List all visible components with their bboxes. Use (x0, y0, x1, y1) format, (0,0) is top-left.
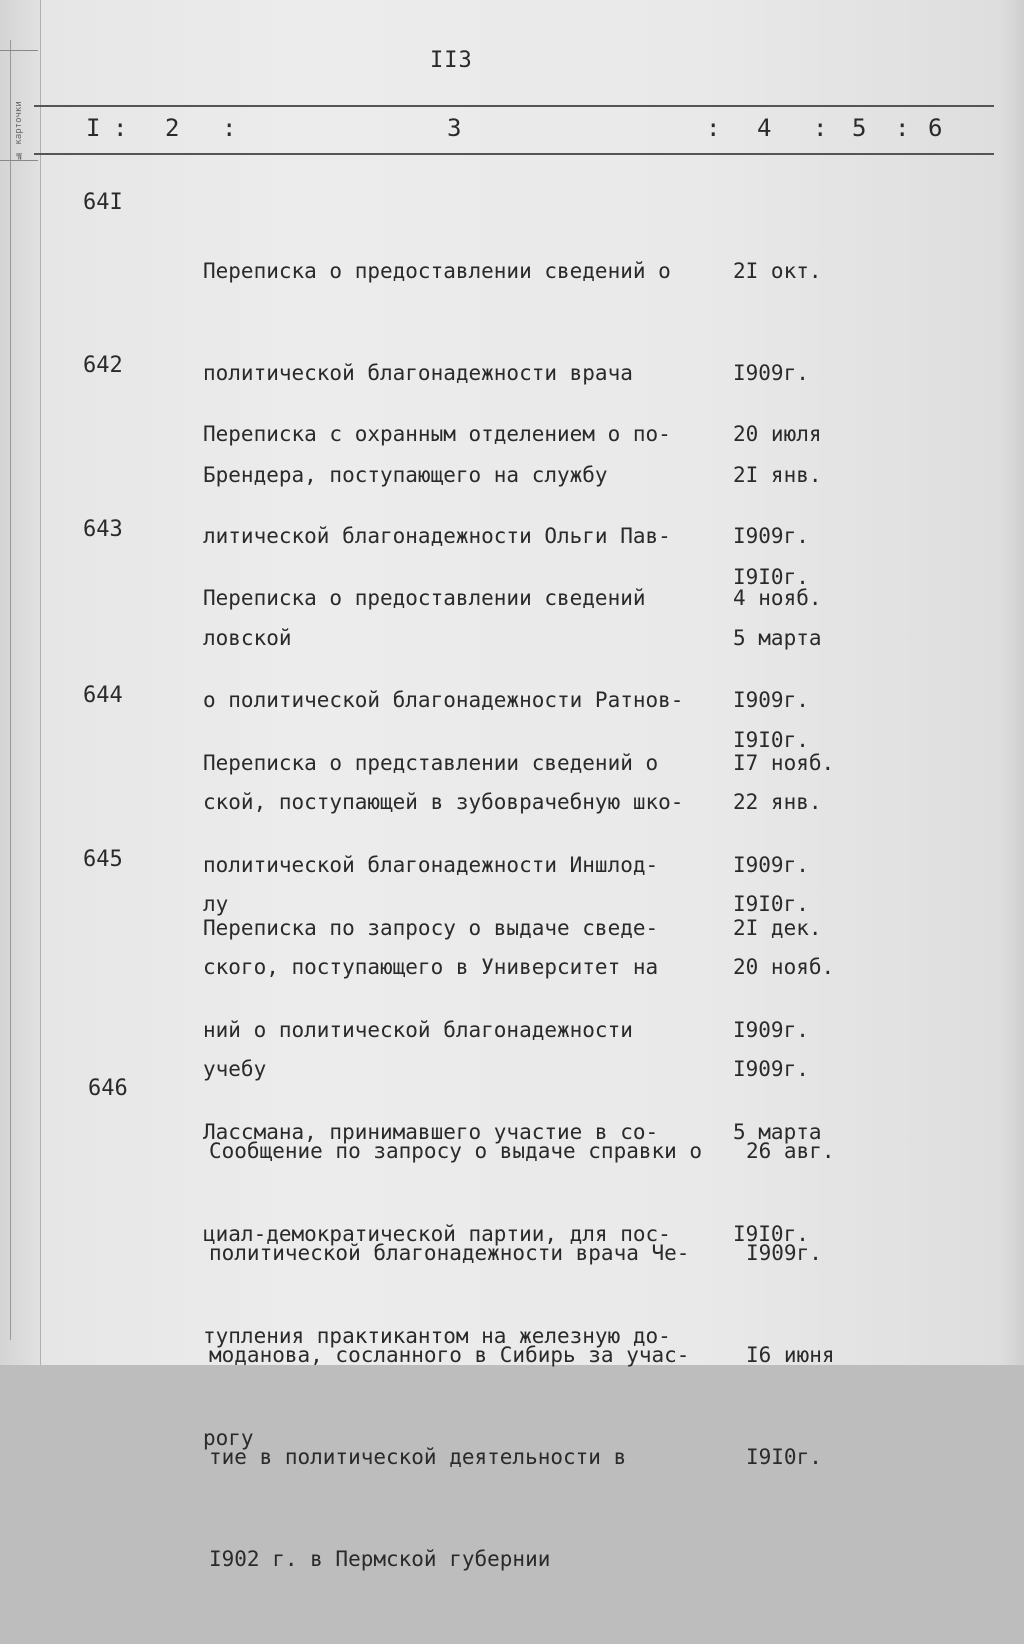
description-line: Лассмана, принимавшего участие в со- (203, 1120, 659, 1144)
date-line: I909г. (733, 1018, 809, 1042)
date-line: I909г. (746, 1241, 822, 1265)
date-line: 2I окт. (733, 259, 822, 283)
date-line: 2I дек. (733, 916, 822, 940)
date-line: I9I0г. (733, 892, 809, 916)
column-header-4: 4 (757, 114, 772, 142)
entry-number: 646 (88, 1076, 128, 1101)
date-line: 20 июля (733, 422, 822, 446)
column-header-2: 2 (165, 114, 180, 142)
description-line: тие в политической деятельности в (209, 1445, 627, 1469)
column-header-1: I (86, 114, 101, 142)
date-line: I909г. (733, 361, 809, 385)
date-line: I9I0г. (746, 1445, 822, 1469)
description-line: учебу (203, 1057, 267, 1081)
description-line: Переписка по запросу о выдаче сведе- (203, 916, 659, 940)
entry-number: 643 (83, 517, 123, 542)
header-rule-bottom (34, 153, 994, 155)
date-line: 20 нояб. (733, 955, 835, 979)
description-line: моданова, сосланного в Сибирь за учас- (209, 1343, 690, 1367)
entry-number: 644 (83, 683, 123, 708)
margin-rule (0, 160, 38, 161)
description-line: политической благонадежности врача Че- (209, 1241, 690, 1265)
description-line: Переписка о предоставлении сведений о (203, 259, 671, 283)
column-header-5: 5 (852, 114, 867, 142)
column-separator: : (706, 114, 721, 142)
margin-label: № карточки (14, 101, 24, 160)
entry-dates (746, 1066, 866, 1542)
description-line: литической благонадежности Ольги Пав- (203, 524, 671, 548)
entry-description (209, 1066, 739, 1644)
date-line: 4 нояб. (733, 586, 822, 610)
date-line: 26 авг. (746, 1139, 835, 1163)
description-line: о политической благонадежности Ратнов- (203, 688, 684, 712)
date-line: I909г. (733, 853, 809, 877)
description-line: ловской (203, 626, 292, 650)
description-line: лу (203, 892, 229, 916)
page-gutter (0, 0, 41, 1365)
description-line: циал-демократической партии, для пос- (203, 1222, 671, 1246)
description-line: политической благонадежности врача (203, 361, 633, 385)
description-line: Сообщение по запросу о выдаче справки о (209, 1139, 703, 1163)
date-line: 2I янв. (733, 463, 822, 487)
description-line: Переписка о предоставлении сведений (203, 586, 646, 610)
page-number: II3 (430, 48, 473, 73)
description-line: I902 г. в Пермской губернии (209, 1547, 551, 1571)
description-line: ний о политической благонадежности (203, 1018, 633, 1042)
entry-number: 642 (83, 353, 123, 378)
date-line: 22 янв. (733, 790, 822, 814)
description-line: Переписка с охранным отделением о по- (203, 422, 671, 446)
column-separator: : (813, 114, 828, 142)
margin-rule (0, 50, 38, 51)
date-line: I909г. (733, 524, 809, 548)
column-header-3: 3 (447, 114, 462, 142)
description-line: политической благонадежности Иншлод- (203, 853, 659, 877)
entry-number: 645 (83, 847, 123, 872)
description-line: Переписка о представлении сведений о (203, 751, 659, 775)
column-separator: : (222, 114, 237, 142)
date-line: I6 июня (746, 1343, 835, 1367)
header-rule-top (34, 105, 994, 107)
date-line: I9I0г. (733, 728, 809, 752)
date-line: I9I0г. (733, 1222, 809, 1246)
date-line: I909г. (733, 688, 809, 712)
column-separator: : (113, 114, 128, 142)
date-line: I9I0г. (733, 565, 809, 589)
column-header-6: 6 (928, 114, 943, 142)
date-line: 5 марта (733, 1120, 822, 1144)
date-line: I909г. (733, 1057, 809, 1081)
date-line: I7 нояб. (733, 751, 835, 775)
margin-divider (10, 40, 11, 1340)
description-line: рогу (203, 1426, 254, 1450)
description-line: ского, поступающего в Университет на (203, 955, 659, 979)
entry-number: 64I (83, 190, 123, 215)
description-line: тупления практикантом на железную до- (203, 1324, 671, 1348)
date-line: 5 марта (733, 626, 822, 650)
description-line: ской, поступающей в зубоврачебную шко- (203, 790, 684, 814)
column-separator: : (895, 114, 910, 142)
description-line: Брендера, поступающего на службу (203, 463, 608, 487)
